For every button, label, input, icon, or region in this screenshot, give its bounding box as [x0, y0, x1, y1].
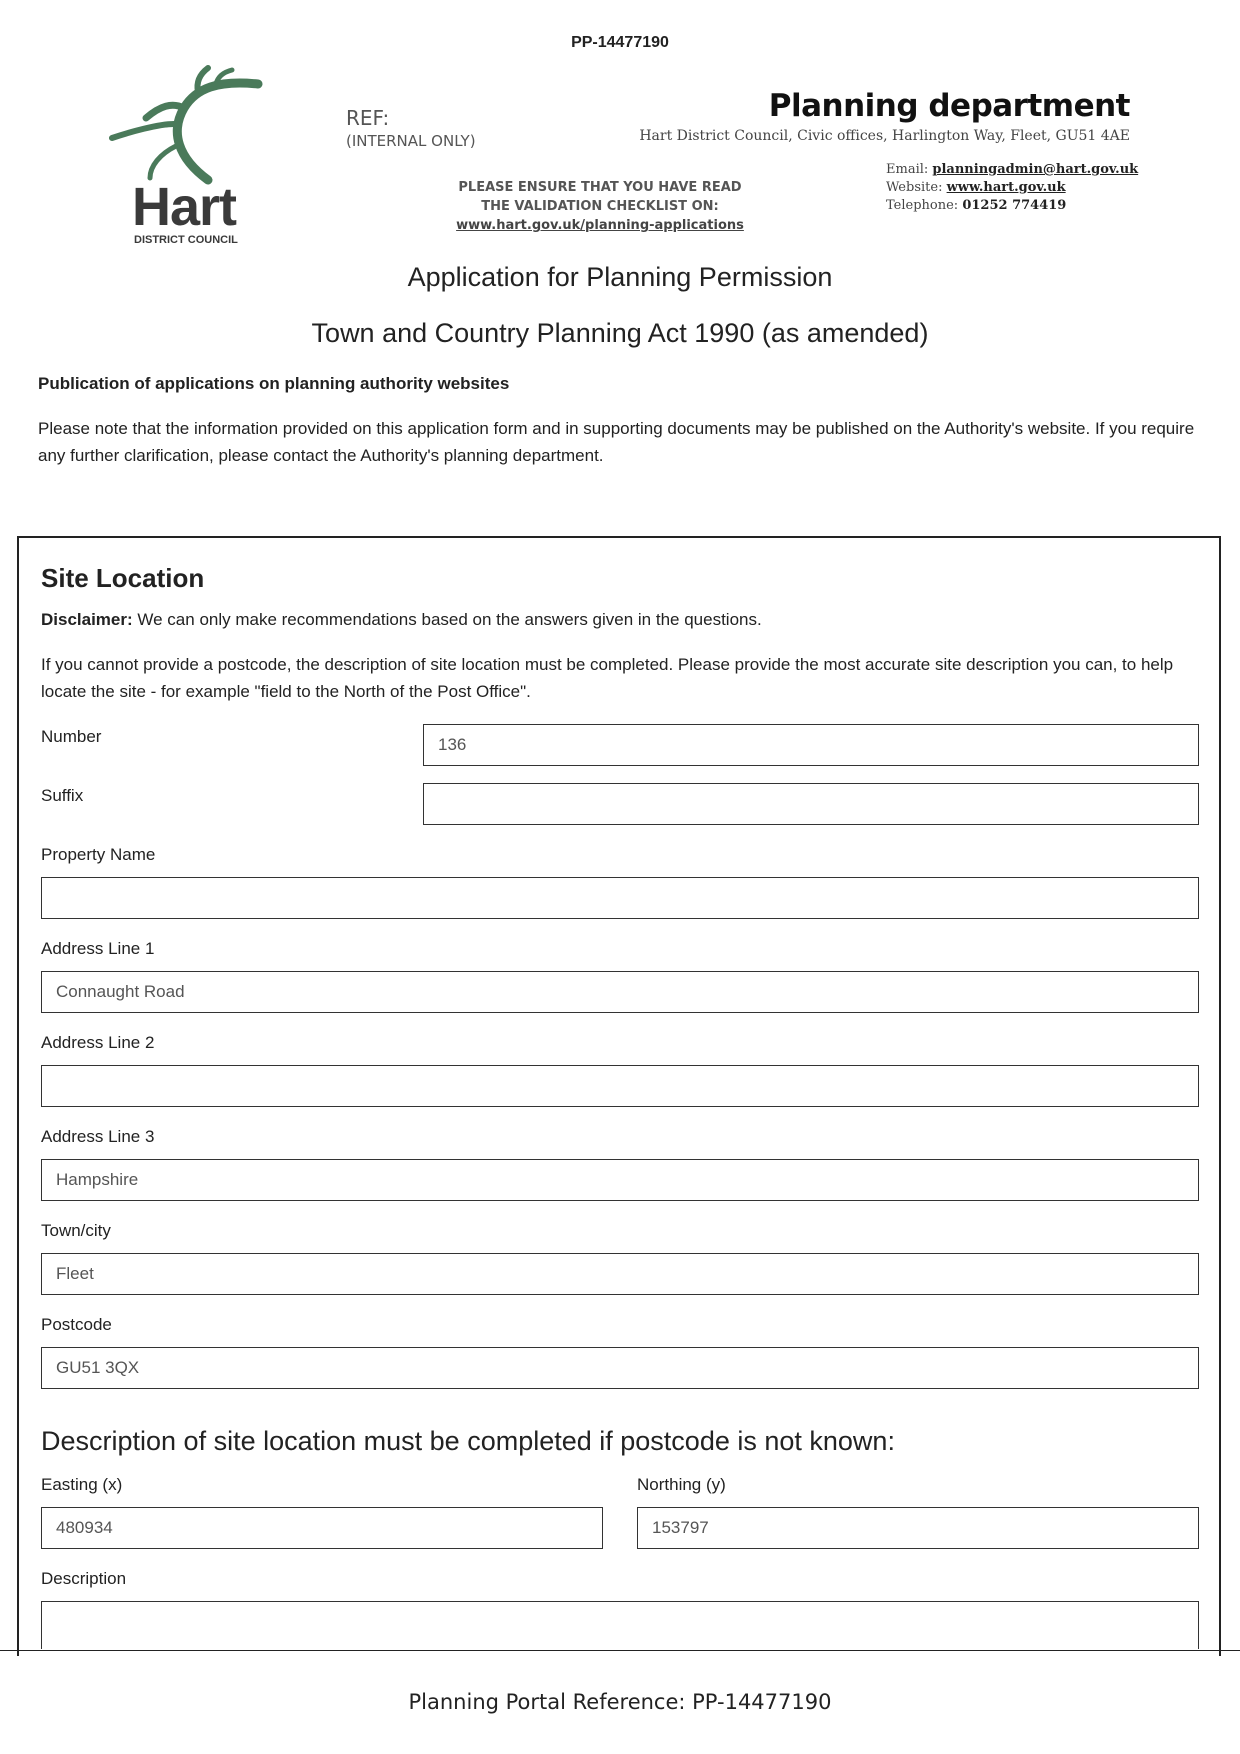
footer-reference: Planning Portal Reference: PP-14477190 [408, 1690, 832, 1714]
telephone-label: Telephone: [886, 198, 959, 213]
northing-field[interactable]: 153797 [637, 1507, 1199, 1549]
website-link[interactable]: www.hart.gov.uk [946, 180, 1066, 195]
easting-label: Easting (x) [41, 1475, 123, 1494]
number-label: Number [41, 727, 102, 746]
section-title: Site Location [41, 563, 205, 593]
postcode-note: If you cannot provide a postcode, the description of site location must be completed. Please provide the most accurate site description you can, to help locate the site - for example "field to the North of the Post Office". [41, 655, 1174, 701]
page-break-rule [0, 1650, 1240, 1651]
form-title: Application for Planning Permission [407, 262, 833, 292]
publication-text: Please note that the information provided on this application form and in supporting documents may be published on the Authority's website. If you require any further clarification, please contact the Authority's planning department. [38, 419, 1195, 465]
property-name-label: Property Name [41, 845, 156, 864]
publication-heading: Publication of applications on planning authority websites [38, 374, 510, 393]
address-line-1-label: Address Line 1 [41, 939, 155, 958]
stag-antler-icon [100, 62, 270, 192]
website-label: Website: [886, 180, 943, 195]
council-address: Hart District Council, Civic offices, Harlington Way, Fleet, GU51 4AE [639, 128, 1130, 144]
checklist-link[interactable]: www.hart.gov.uk/planning-applications [456, 218, 744, 233]
logo-wordmark: Hart [132, 177, 237, 237]
description-heading: Description of site location must be completed if postcode is not known: [41, 1426, 895, 1456]
address-line-3-field[interactable]: Hampshire [41, 1159, 1199, 1201]
address-line-2-label: Address Line 2 [41, 1033, 155, 1052]
contact-telephone [886, 197, 1066, 215]
suffix-label: Suffix [41, 786, 84, 805]
ref-note: (INTERNAL ONLY) [346, 132, 476, 150]
act-title: Town and Country Planning Act 1990 (as amended) [311, 318, 929, 348]
department-title: Planning department [768, 88, 1130, 124]
number-field[interactable]: 136 [423, 724, 1199, 766]
town-city-field[interactable]: Fleet [41, 1253, 1199, 1295]
address-line-1-field[interactable]: Connaught Road [41, 971, 1199, 1013]
postcode-field[interactable]: GU51 3QX [41, 1347, 1199, 1389]
address-line-3-label: Address Line 3 [41, 1127, 155, 1146]
property-name-field[interactable] [41, 877, 1199, 919]
top-reference: PP-14477190 [571, 34, 669, 51]
easting-field[interactable]: 480934 [41, 1507, 603, 1549]
disclaimer-text: We can only make recommendations based on the answers given in the questions. [132, 610, 762, 629]
contact-email [886, 161, 1138, 179]
ref-label: REF: [346, 106, 390, 130]
logo-subtitle: DISTRICT COUNCIL [134, 234, 238, 246]
telephone-value: 01252 774419 [962, 198, 1067, 213]
northing-label: Northing (y) [637, 1475, 726, 1494]
description-label: Description [41, 1569, 127, 1588]
postcode-label: Postcode [41, 1315, 112, 1334]
disclaimer-label: Disclaimer: [41, 610, 133, 629]
town-city-label: Town/city [41, 1221, 111, 1240]
description-field[interactable] [41, 1601, 1199, 1649]
email-label: Email: [886, 162, 929, 177]
address-line-2-field[interactable] [41, 1065, 1199, 1107]
suffix-field[interactable] [423, 783, 1199, 825]
contact-website [886, 179, 1066, 197]
email-link[interactable]: planningadmin@hart.gov.uk [932, 162, 1139, 177]
checklist-notice-line2: THE VALIDATION CHECKLIST ON: [481, 199, 719, 214]
checklist-notice-line1: PLEASE ENSURE THAT YOU HAVE READ [458, 180, 742, 195]
disclaimer [41, 610, 762, 630]
hart-logo [100, 62, 270, 252]
